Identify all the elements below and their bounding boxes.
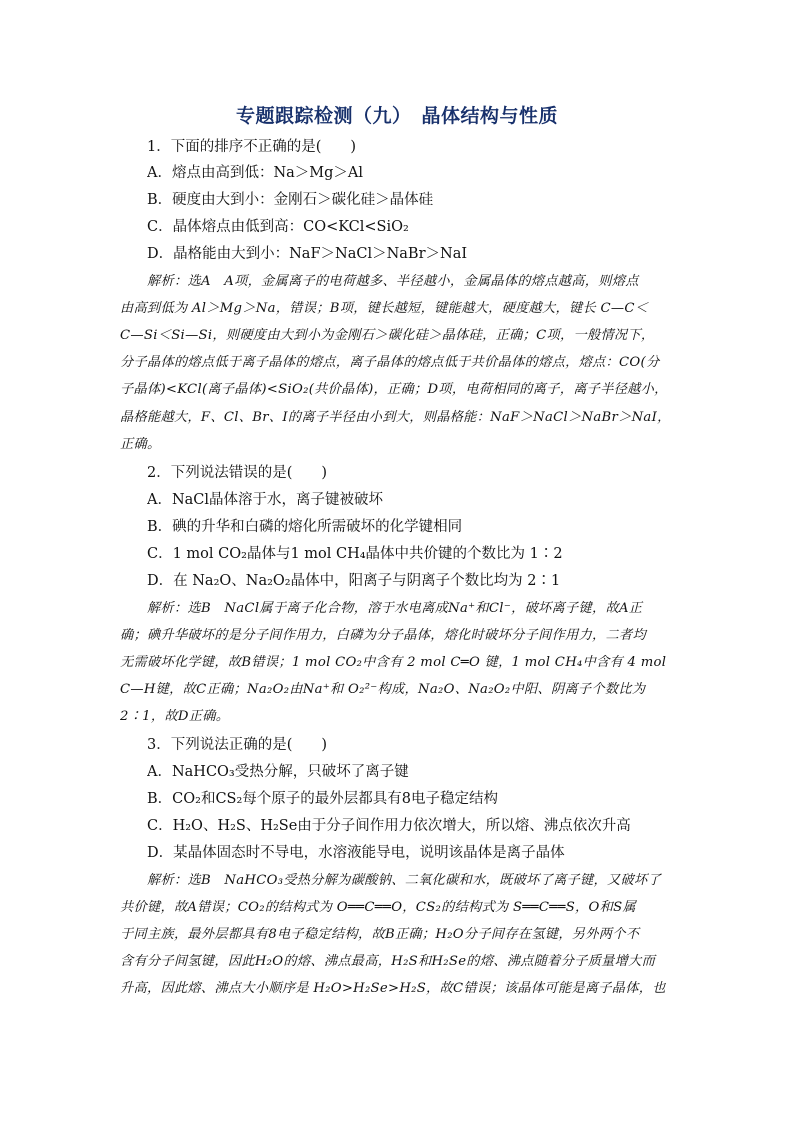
question-3-option-b: B．CO₂和CS₂每个原子的最外层都具有8电子稳定结构 — [147, 791, 499, 807]
answer-2-line: 解析：选B NaCl属于离子化合物，溶于水电离成Na⁺和Cl⁻，破坏离子键，故A正 — [147, 601, 643, 616]
answer-3-line: 于同主族，最外层都具有8电子稳定结构，故B正确；H₂O分子间存在氢键，另外两个不 — [120, 927, 640, 942]
answer-2-line: 确；碘升华破坏的是分子间作用力，白磷为分子晶体，熔化时破坏分子间作用力，二者均 — [120, 628, 647, 643]
question-2-option-a: A．NaCl晶体溶于水，离子键被破坏 — [147, 492, 384, 508]
answer-1-line: C—Si＜Si—Si，则硬度由大到小为金刚石＞碳化硅＞晶体硅，正确；C项，一般情况下， — [120, 328, 655, 343]
question-1-stem: 1．下面的排序不正确的是( ) — [147, 139, 357, 155]
answer-1-line: 子晶体)<KCl(离子晶体)<SiO₂(共价晶体)，正确；D项，电荷相同的离子，离子半径越小， — [120, 382, 668, 397]
question-1-option-a: A．熔点由高到低：Na＞Mg＞Al — [147, 165, 364, 181]
question-3-option-d: D．某晶体固态时不导电，水溶液能导电，说明该晶体是离子晶体 — [147, 845, 565, 861]
question-2-option-b: B．碘的升华和白磷的熔化所需破坏的化学键相同 — [147, 519, 463, 535]
question-1-option-c: C．晶体熔点由低到高：CO<KCl<SiO₂ — [147, 219, 409, 235]
answer-3-line: 含有分子间氢键，因此H₂O的熔、沸点最高，H₂S和H₂Se的熔、沸点随着分子质量增大而 — [120, 954, 656, 969]
answer-3-line: 共价键，故A错误；CO₂的结构式为 O══C══O，CS₂的结构式为 S══C══S，O和S属 — [120, 900, 636, 915]
question-3-option-c: C．H₂O、H₂S、H₂Se由于分子间作用力依次增大，所以熔、沸点依次升高 — [147, 818, 631, 834]
question-1-option-b: B．硬度由大到小：金刚石＞碳化硅＞晶体硅 — [147, 192, 434, 208]
question-1-option-d: D．晶格能由大到小：NaF＞NaCl＞NaBr＞NaI — [147, 246, 468, 262]
page-title: 专题跟踪检测（九） 晶体结构与性质 — [235, 105, 558, 127]
question-2-option-d: D．在 Na₂O、Na₂O₂晶体中，阳离子与阴离子个数比均为 2∶1 — [147, 573, 561, 589]
answer-1-line: 由高到低为 Al＞Mg＞Na，错误；B项，键长越短，键能越大，硬度越大，键长 C—C＜ — [120, 301, 649, 316]
answer-1-line: 分子晶体的熔点低于离子晶体的熔点，离子晶体的熔点低于共价晶体的熔点，熔点：CO(分 — [120, 355, 660, 370]
answer-1-line: 解析：选A A项，金属离子的电荷越多、半径越小，金属晶体的熔点越高，则熔点 — [147, 274, 639, 289]
question-2-stem: 2．下列说法错误的是( ) — [147, 465, 328, 481]
answer-1-line: 晶格能越大，F、Cl、Br、I的离子半径由小到大，则晶格能：NaF＞NaCl＞NaBr＞NaI， — [120, 410, 671, 425]
answer-3-line: 解析：选B NaHCO₃受热分解为碳酸钠、二氧化碳和水，既破坏了离子键，又破坏了 — [147, 873, 661, 888]
question-3-option-a: A．NaHCO₃受热分解，只破坏了离子键 — [147, 764, 409, 780]
answer-2-line: 2∶1，故D正确。 — [120, 709, 230, 724]
answer-3-line: 升高，因此熔、沸点大小顺序是 H₂O>H₂Se>H₂S，故C错误；该晶体可能是离子晶体，也 — [120, 981, 666, 996]
question-3-stem: 3．下列说法正确的是( ) — [147, 737, 328, 753]
answer-2-line: C—H键，故C正确；Na₂O₂由Na⁺和 O₂²⁻构成，Na₂O、Na₂O₂中阳、阴离子个数比为 — [120, 682, 646, 697]
answer-1-line: 正确。 — [120, 437, 161, 452]
question-2-option-c: C．1 mol CO₂晶体与1 mol CH₄晶体中共价键的个数比为 1∶2 — [147, 546, 563, 562]
answer-2-line: 无需破坏化学键，故B错误；1 mol CO₂中含有 2 mol C═O 键，1 mol CH₄中含有 4 mol — [120, 655, 667, 670]
